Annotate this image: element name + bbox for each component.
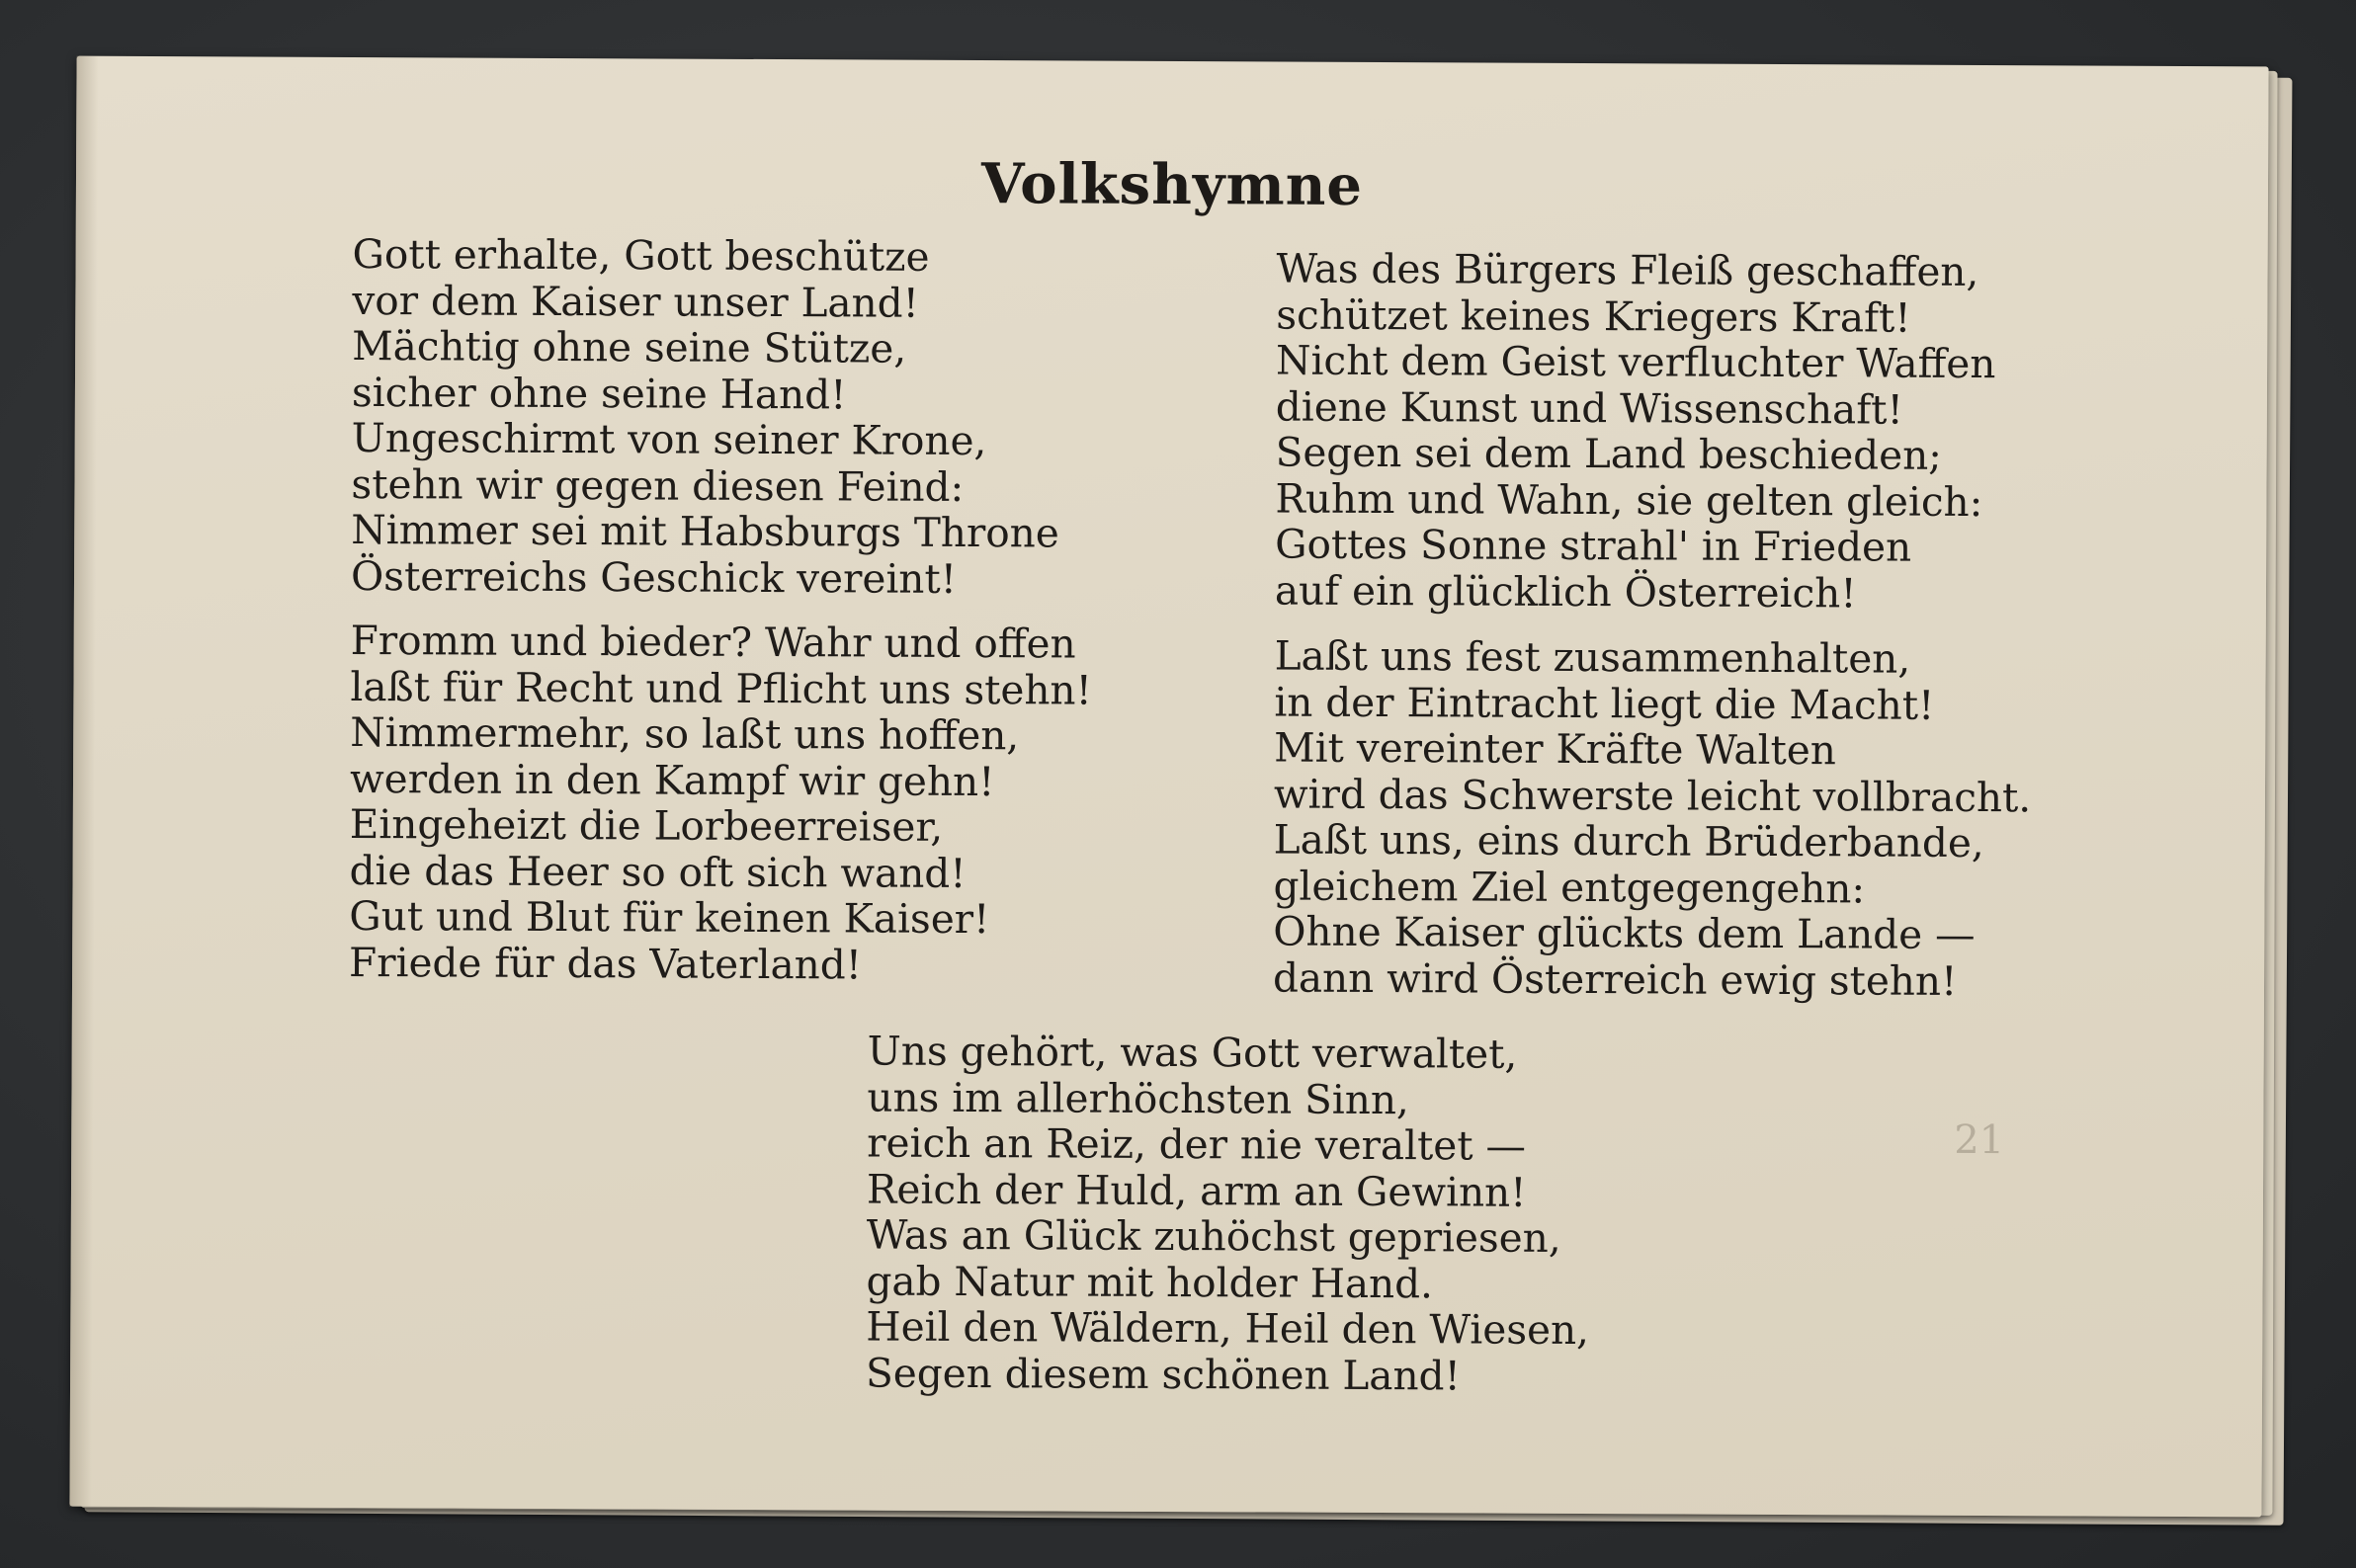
verse-line: Was des Bürgers Fleiß geschaffen, bbox=[1276, 244, 1979, 295]
verse-line: Nimmermehr, so laßt uns hoffen, bbox=[350, 707, 1020, 760]
stanza-1 bbox=[351, 231, 1060, 602]
verse-line: reich an Reiz, der nie veraltet — bbox=[867, 1118, 1527, 1170]
verse-line: schützet keines Kriegers Kraft! bbox=[1276, 290, 1911, 342]
verse-line: laßt für Recht und Pflicht uns stehn! bbox=[350, 662, 1092, 714]
verse-line: werden in den Kampf wir gehn! bbox=[349, 754, 995, 805]
stanza-2 bbox=[349, 618, 1092, 989]
verse-line: die das Heer so oft sich wand! bbox=[349, 846, 967, 897]
verse-line: Österreichs Geschick vereint! bbox=[350, 551, 958, 603]
verse-line: Laßt uns fest zusammenhalten, bbox=[1274, 631, 1911, 683]
anthem-title: Volkshymne bbox=[980, 151, 1364, 218]
verse-line: sicher ohne seine Hand! bbox=[351, 368, 847, 418]
verse-line: Uns gehört, was Gott verwaltet, bbox=[867, 1027, 1518, 1078]
verse-line: Fromm und bieder? Wahr und offen bbox=[350, 616, 1076, 668]
verse-line: Heil den Wäldern, Heil den Wiesen, bbox=[866, 1302, 1590, 1355]
verse-line: uns im allerhöchsten Sinn, bbox=[867, 1073, 1409, 1123]
verse-line: Segen sei dem Land beschieden; bbox=[1275, 428, 1942, 479]
verse-line: Gott erhalte, Gott beschütze bbox=[352, 229, 930, 281]
verse-line: Reich der Huld, arm an Gewinn! bbox=[866, 1165, 1527, 1216]
verse-line: Gut und Blut für keinen Kaiser! bbox=[349, 891, 990, 944]
faint-page-number: 21 bbox=[1954, 1116, 2005, 1164]
stanza-5 bbox=[866, 1029, 1590, 1400]
verse-line: wird das Schwerste leicht vollbracht. bbox=[1273, 770, 2032, 821]
verse-line: Segen diesem schönen Land! bbox=[865, 1349, 1461, 1399]
verse-line: dann wird Österreich ewig stehn! bbox=[1272, 953, 1958, 1005]
stanza-3 bbox=[1275, 246, 1996, 618]
verse-line: Laßt uns, eins durch Brüderbande, bbox=[1273, 815, 1984, 867]
verse-line: Ruhm und Wahn, sie gelten gleich: bbox=[1275, 474, 1983, 526]
verse-line: Was an Glück zuhöchst gepriesen, bbox=[866, 1210, 1561, 1262]
verse-line: Gottes Sonne strahl' in Frieden bbox=[1275, 520, 1912, 571]
verse-line: Ohne Kaiser glückts dem Lande — bbox=[1273, 907, 1976, 958]
verse-line: Eingeheizt die Lorbeerreiser, bbox=[349, 799, 944, 851]
verse-line: gab Natur mit holder Hand. bbox=[866, 1257, 1434, 1307]
verse-line: diene Kunst und Wissenschaft! bbox=[1275, 382, 1903, 434]
verse-line: auf ein glücklich Österreich! bbox=[1274, 566, 1857, 617]
verse-line: vor dem Kaiser unser Land! bbox=[352, 276, 920, 327]
verse-line: stehn wir gegen diesen Feind: bbox=[351, 459, 965, 511]
verse-line: Ungeschirmt von seiner Krone, bbox=[351, 413, 987, 465]
verse-line: in der Eintracht liegt die Macht! bbox=[1274, 678, 1935, 729]
printed-sheet bbox=[69, 56, 2268, 1518]
verse-line: Friede für das Vaterland! bbox=[349, 938, 863, 988]
verse-line: Mächtig ohne seine Stütze, bbox=[352, 321, 907, 372]
verse-line: Nicht dem Geist verfluchter Waffen bbox=[1275, 336, 1996, 388]
stanza-4 bbox=[1273, 633, 2032, 1005]
verse-line: Mit vereinter Kräfte Walten bbox=[1274, 723, 1836, 775]
verse-line: gleichem Ziel entgegengehn: bbox=[1273, 862, 1866, 912]
verse-line: Nimmer sei mit Habsburgs Throne bbox=[351, 505, 1059, 557]
